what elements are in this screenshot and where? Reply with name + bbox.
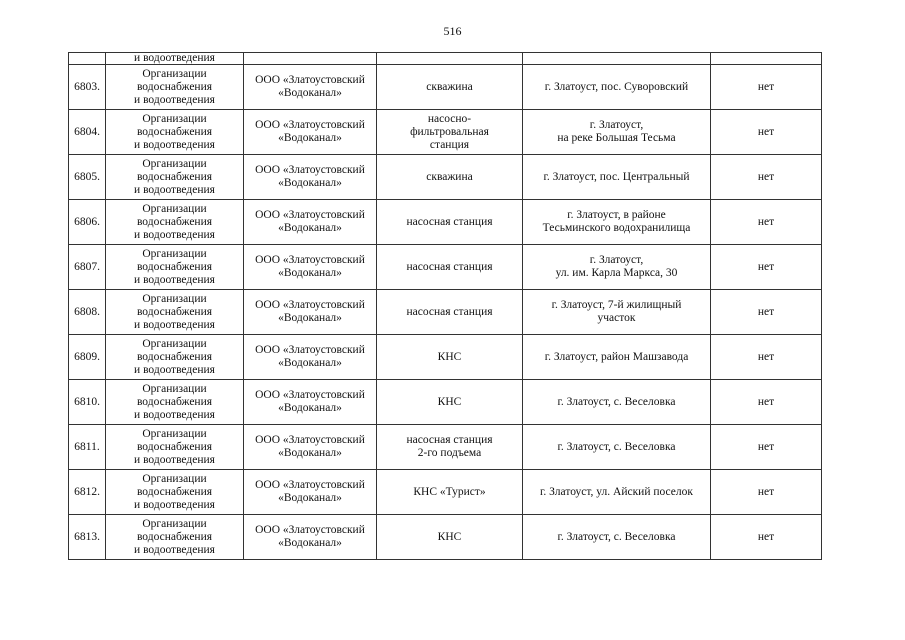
category-cell xyxy=(106,110,244,155)
address-cell-text: г. Златоуст, ул. им. Карла Маркса, 30 xyxy=(555,254,678,279)
owner-cell-text: ООО «Златоустовский «Водоканал» xyxy=(255,479,365,504)
row-number-cell-text: 6805. xyxy=(74,170,100,183)
table-row xyxy=(69,200,822,245)
address-cell-text: г. Златоуст, с. Веселовка xyxy=(557,530,676,543)
category-cell-text: Организации водоснабжения и водоотведения xyxy=(134,247,215,286)
table-row xyxy=(69,335,822,380)
object-cell xyxy=(377,65,523,110)
category-cell xyxy=(106,65,244,110)
category-cell xyxy=(106,425,244,470)
flag-cell-text: нет xyxy=(757,305,775,318)
table-row xyxy=(69,470,822,515)
object-cell xyxy=(377,245,523,290)
category-cell-text: Организации водоснабжения и водоотведения xyxy=(134,382,215,421)
category-cell-text: Организации водоснабжения и водоотведения xyxy=(134,337,215,376)
category-cell-text: Организации водоснабжения и водоотведения xyxy=(134,292,215,331)
object-cell xyxy=(377,425,523,470)
flag-cell-text: нет xyxy=(757,485,775,498)
owner-cell xyxy=(244,155,377,200)
row-number-cell-text: 6809. xyxy=(74,350,100,363)
flag-cell-text: нет xyxy=(757,395,775,408)
object-cell-text: КНС xyxy=(437,395,462,408)
owner-cell-text: ООО «Златоустовский «Водоканал» xyxy=(255,119,365,144)
flag-cell xyxy=(711,110,822,155)
address-cell-text: г. Златоуст, 7-й жилищный участок xyxy=(551,299,682,324)
owner-cell xyxy=(244,515,377,560)
row-number-cell-text: 6804. xyxy=(74,125,100,138)
object-cell xyxy=(377,200,523,245)
object-cell-text: насосная станция xyxy=(406,305,493,318)
category-cell-text: Организации водоснабжения и водоотведения xyxy=(134,157,215,196)
table-row xyxy=(69,515,822,560)
table-row xyxy=(69,245,822,290)
table-row xyxy=(69,110,822,155)
flag-cell xyxy=(711,335,822,380)
object-cell xyxy=(377,155,523,200)
address-cell xyxy=(523,335,711,380)
owner-cell xyxy=(244,380,377,425)
category-cell xyxy=(106,245,244,290)
category-cell xyxy=(106,155,244,200)
object-cell-text: насосная станция xyxy=(406,260,493,273)
owner-cell xyxy=(244,65,377,110)
table-row xyxy=(69,65,822,110)
flag-cell-text: нет xyxy=(757,530,775,543)
owner-cell xyxy=(244,53,377,65)
object-cell-text: насосная станция 2-го подъема xyxy=(406,434,493,459)
row-number-cell-text: 6811. xyxy=(74,440,100,453)
owner-cell xyxy=(244,470,377,515)
address-cell xyxy=(523,290,711,335)
owner-cell-text: ООО «Златоустовский «Водоканал» xyxy=(255,524,365,549)
address-cell xyxy=(523,110,711,155)
row-number-cell-text: 6807. xyxy=(74,260,100,273)
flag-cell-text: нет xyxy=(757,170,775,183)
owner-cell-text: ООО «Златоустовский «Водоканал» xyxy=(255,74,365,99)
object-cell-text: скважина xyxy=(426,170,473,183)
owner-cell-text: ООО «Златоустовский «Водоканал» xyxy=(255,164,365,189)
object-cell xyxy=(377,470,523,515)
object-cell-text: насосная станция xyxy=(406,215,493,228)
owner-cell-text: ООО «Златоустовский «Водоканал» xyxy=(255,344,365,369)
category-cell xyxy=(106,380,244,425)
row-number-cell xyxy=(69,200,106,245)
category-cell-text: Организации водоснабжения и водоотведения xyxy=(134,472,215,511)
address-cell-text: г. Златоуст, на реке Большая Тесьма xyxy=(557,119,676,144)
table-row xyxy=(69,380,822,425)
address-cell xyxy=(523,380,711,425)
category-cell-text: Организации водоснабжения и водоотведения xyxy=(134,517,215,556)
flag-cell-text: нет xyxy=(757,80,775,93)
flag-cell xyxy=(711,290,822,335)
row-number-cell xyxy=(69,290,106,335)
flag-cell-text: нет xyxy=(757,440,775,453)
category-cell xyxy=(106,335,244,380)
address-cell xyxy=(523,470,711,515)
object-cell xyxy=(377,335,523,380)
row-number-cell xyxy=(69,515,106,560)
address-cell-text: г. Златоуст, с. Веселовка xyxy=(557,440,676,453)
row-number-cell xyxy=(69,155,106,200)
flag-cell-text: нет xyxy=(757,215,775,228)
address-cell xyxy=(523,53,711,65)
object-cell xyxy=(377,290,523,335)
owner-cell xyxy=(244,110,377,155)
object-cell-text: КНС xyxy=(437,350,462,363)
category-cell xyxy=(106,515,244,560)
flag-cell-text: нет xyxy=(757,350,775,363)
address-cell xyxy=(523,425,711,470)
object-cell xyxy=(377,380,523,425)
registry-table-body xyxy=(69,53,822,560)
row-number-cell xyxy=(69,53,106,65)
address-cell-text: г. Златоуст, район Машзавода xyxy=(544,350,689,363)
table-row xyxy=(69,155,822,200)
table-row xyxy=(69,425,822,470)
object-cell-text: КНС xyxy=(437,530,462,543)
category-cell-text: Организации водоснабжения и водоотведения xyxy=(134,112,215,151)
owner-cell xyxy=(244,335,377,380)
owner-cell-text: ООО «Златоустовский «Водоканал» xyxy=(255,389,365,414)
row-number-cell-text: 6806. xyxy=(74,215,100,228)
object-cell xyxy=(377,110,523,155)
owner-cell xyxy=(244,425,377,470)
address-cell xyxy=(523,155,711,200)
owner-cell-text: ООО «Златоустовский «Водоканал» xyxy=(255,254,365,279)
page-number: 516 xyxy=(443,24,462,38)
category-cell xyxy=(106,200,244,245)
flag-cell-text: нет xyxy=(757,125,775,138)
row-number-cell-text: 6813. xyxy=(74,530,100,543)
row-number-cell-text: 6803. xyxy=(74,80,100,93)
object-cell xyxy=(377,53,523,65)
row-number-cell-text: 6812. xyxy=(74,485,100,498)
flag-cell xyxy=(711,53,822,65)
flag-cell xyxy=(711,155,822,200)
category-cell xyxy=(106,470,244,515)
flag-cell xyxy=(711,425,822,470)
flag-cell xyxy=(711,515,822,560)
row-number-cell xyxy=(69,110,106,155)
address-cell-text: г. Златоуст, с. Веселовка xyxy=(557,395,676,408)
row-number-cell xyxy=(69,470,106,515)
owner-cell-text: ООО «Златоустовский «Водоканал» xyxy=(255,299,365,324)
category-cell-text: Организации водоснабжения и водоотведения xyxy=(134,202,215,241)
table-row xyxy=(69,290,822,335)
address-cell-text: г. Златоуст, пос. Суворовский xyxy=(544,80,689,93)
category-cell-text: Организации водоснабжения и водоотведения xyxy=(134,427,215,466)
flag-cell-text: нет xyxy=(757,260,775,273)
address-cell xyxy=(523,200,711,245)
row-number-cell xyxy=(69,65,106,110)
registry-table xyxy=(68,52,822,560)
category-cell-text: Организации водоснабжения и водоотведения xyxy=(134,67,215,106)
category-cell xyxy=(106,290,244,335)
row-number-cell xyxy=(69,425,106,470)
owner-cell-text: ООО «Златоустовский «Водоканал» xyxy=(255,434,365,459)
row-number-cell xyxy=(69,245,106,290)
object-cell-text: КНС «Турист» xyxy=(413,485,486,498)
address-cell xyxy=(523,515,711,560)
category-cell: и водоотведения xyxy=(106,53,244,65)
object-cell-text: скважина xyxy=(426,80,473,93)
owner-cell xyxy=(244,245,377,290)
object-cell-text: насосно- фильтровальная станция xyxy=(410,112,489,151)
flag-cell xyxy=(711,245,822,290)
address-cell-text: г. Златоуст, ул. Айский поселок xyxy=(540,485,693,498)
address-cell-text: г. Златоуст, пос. Центральный xyxy=(543,170,690,183)
object-cell xyxy=(377,515,523,560)
flag-cell xyxy=(711,200,822,245)
address-cell xyxy=(523,65,711,110)
owner-cell xyxy=(244,290,377,335)
address-cell-text: г. Златоуст, в районе Тесьминского водохранилища xyxy=(542,209,691,234)
address-cell xyxy=(523,245,711,290)
owner-cell-text: ООО «Златоустовский «Водоканал» xyxy=(255,209,365,234)
owner-cell xyxy=(244,200,377,245)
flag-cell xyxy=(711,470,822,515)
row-number-cell-text: 6808. xyxy=(74,305,100,318)
flag-cell xyxy=(711,65,822,110)
table-row-continued xyxy=(69,53,822,65)
row-number-cell-text: 6810. xyxy=(74,395,100,408)
flag-cell xyxy=(711,380,822,425)
row-number-cell xyxy=(69,380,106,425)
row-number-cell xyxy=(69,335,106,380)
